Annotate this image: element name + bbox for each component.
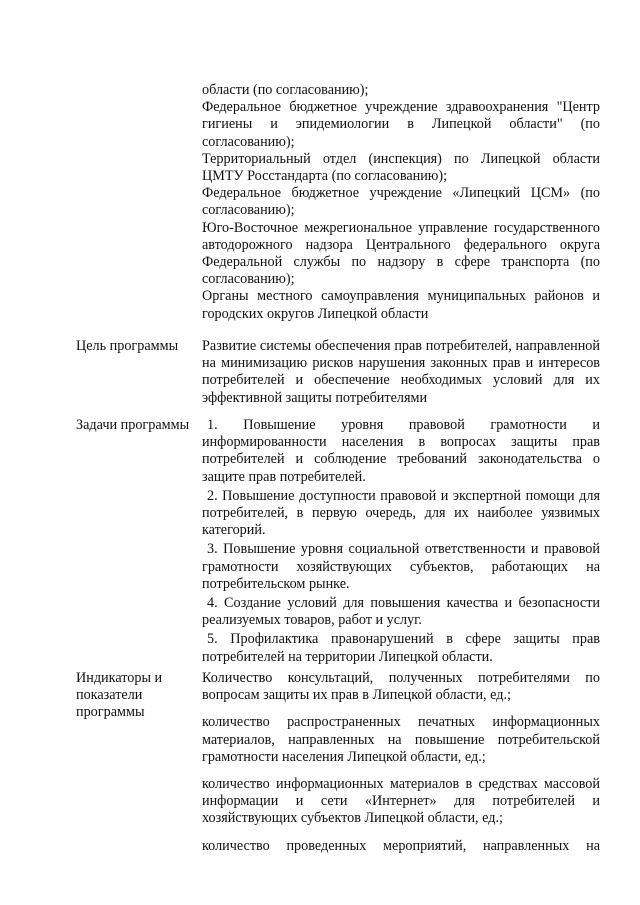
- indicator-item: количество проведенных мероприятий, направленных на: [202, 837, 600, 854]
- task-item: 2. Повышение доступности правовой и экспертной помощи для потребителей, в первую очередь, для их наиболее уязвимых категорий.: [202, 487, 600, 539]
- goal-label: Цель программы: [76, 338, 179, 354]
- indicator-item: Количество консультаций, полученных потребителями по вопросам защиты их прав в Липецкой области, ед.;: [202, 670, 600, 704]
- participant-line: Федеральное бюджетное учреждение «Липецкий ЦСМ» (по согласованию);: [202, 185, 600, 219]
- participant-line: области (по согласованию);: [202, 82, 369, 98]
- tasks-label: Задачи программы: [76, 417, 190, 433]
- participant-line: Юго-Восточное межрегиональное управление государственного автодорожного надзора Центрального федерального округа Федеральной службы по надзору в сфере транспорта (по согласованию);: [202, 219, 600, 288]
- indicator-item: количество информационных материалов в средствах массовой информации и сети «Интернет» для потребителей и хозяйствующих субъектов Липецкой области, ед.;: [202, 776, 600, 827]
- participant-line: Территориальный отдел (инспекция) по Липецкой области ЦМТУ Росстандарта (по согласованию);: [202, 150, 600, 185]
- task-item: 5. Профилактика правонарушений в сфере защиты прав потребителей на территории Липецкой области.: [202, 631, 600, 665]
- goal-text: Развитие системы обеспечения прав потребителей, направленной на минимизацию рисков нарушения законных прав и интересов потребителей и обеспечение необходимых условий для их эффективной защиты потребителями: [202, 338, 600, 406]
- task-item: 4. Создание условий для повышения качества и безопасности реализуемых товаров, работ и услуг.: [202, 595, 600, 629]
- indicators-label: Индикаторы и показатели программы: [76, 670, 163, 721]
- task-item: 3. Повышение уровня социальной ответственности и правовой грамотности хозяйствующих субъектов, работающих на потребительском рынке.: [202, 541, 600, 592]
- tasks-content: [202, 417, 600, 666]
- participant-line: Органы местного самоуправления муниципальных районов и городских округов Липецкой области: [202, 288, 600, 322]
- participant-line: Федеральное бюджетное учреждение здравоохранения "Центр гигиены и эпидемиологии в Липецкой области" (по согласованию);: [202, 99, 600, 150]
- goal-content: [202, 338, 600, 407]
- indicators-content: [202, 670, 600, 855]
- participants-content: [202, 82, 600, 323]
- task-item: 1. Повышение уровня правовой грамотности и информированности населения в вопросах защиты прав потребителей и соблюдение требований законодательства о защите прав потребителей.: [202, 417, 600, 485]
- indicator-item: количество распространенных печатных информационных материалов, направленных на повышение потребительской грамотности населения Липецкой области, ед.;: [202, 714, 600, 765]
